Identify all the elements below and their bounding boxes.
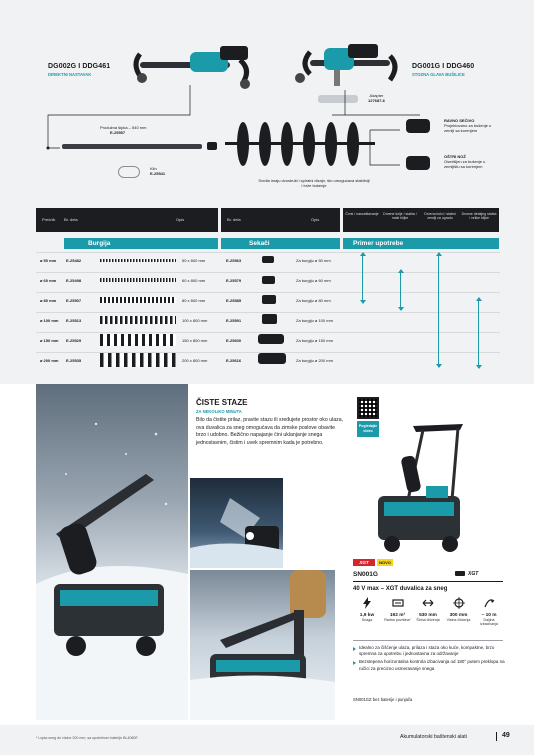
row-drill-desc: 100 x 800 mm <box>182 318 208 323</box>
drill-section-bar: Burgija <box>64 238 218 249</box>
row-cutter-desc: Za burgiju ø 150 mm <box>296 338 333 343</box>
row-diameter: ø 80 mm <box>40 298 57 303</box>
package-text: SN001GZ bez baterije i punjača <box>353 697 413 702</box>
width-icon <box>421 596 435 610</box>
left-model-title: DG002G I DDG461 <box>48 63 111 70</box>
spec-width: 530 mm Širina čišćenja <box>414 596 442 627</box>
usage-arrow-3 <box>438 255 439 365</box>
row-diameter: ø 200 mm <box>40 358 59 363</box>
row-diameter: ø 50 mm <box>40 258 57 263</box>
row-drill-no: E-25535 <box>66 358 82 363</box>
cutter-image <box>262 276 275 284</box>
watch-video-badge[interactable]: Pogledajte video <box>357 421 379 437</box>
area-icon <box>391 596 405 610</box>
cutter-image <box>258 334 284 344</box>
product-title: 40 V max – XGT duvalica za sneg <box>353 586 448 592</box>
drill-bit-image <box>100 353 176 367</box>
row-diameter: ø 60 mm <box>40 278 57 283</box>
cutter-image <box>262 256 274 263</box>
drill-note: Svrdla imaju dvostruki i spiralni dizajn, što omogućava stabilniji i brže bušenje <box>258 178 370 188</box>
drill-bit-image <box>100 259 176 262</box>
row-cutter-desc: Za burgiju ø 60 mm <box>296 278 331 283</box>
snow-blower-person-photo <box>190 570 335 720</box>
extension-label: Produžna šipka – 540 mm E-25557 <box>100 125 147 135</box>
connector-lines <box>0 0 534 200</box>
cutter-section-bar: Sekači <box>221 238 340 249</box>
usage-col-3: Drvena kolci / stabni zemlji za ugradu <box>424 212 456 220</box>
footnote: * Lopta sneg do visine 200 mm, sa upotrebom baterije BL4080F. <box>36 736 139 740</box>
wedge-label: Klin E-25541 <box>150 166 166 176</box>
rod-connector-image <box>207 142 217 150</box>
flat-blade-info: RAVNO SEČIVO Projektovano za bušenje u zemlji sa korenjem <box>444 118 492 133</box>
spec-throw: ~ 10 m Daljina izbacivanja <box>475 596 503 627</box>
cutter-table-header <box>221 208 340 232</box>
snow-title: ČISTE STAZE <box>196 398 248 407</box>
right-model-title: DG001G I DDG460 <box>412 63 475 70</box>
col-cutter-desc: Opis <box>311 217 320 222</box>
sharp-blade-info: OŠTRI NOŽ Osmišljen za bušenje u zemljištu sa korenjem <box>444 154 486 169</box>
product-model: SN001G <box>353 571 378 578</box>
row-cutter-no: E-25579 <box>226 278 242 283</box>
drill-bit-image <box>100 297 176 303</box>
row-drill-no: E-25529 <box>66 338 82 343</box>
row-drill-desc: 60 x 800 mm <box>182 278 206 283</box>
snow-description: Bilo da čistite prilaz, pravite stazu ili sređujete prostor oko ulaza, ova duvalica za sneg omogućava da zimske poslove obavite brzo i udobno. Bežično napajanje čini uklanjanje snega jednostavnim, čistim i uvek spremnim kada je potrebno. <box>196 417 344 446</box>
spec-divider <box>353 640 503 641</box>
footer-separator <box>496 732 497 741</box>
row-drill-desc: 200 x 800 mm <box>182 358 208 363</box>
xgt-badge: XGT <box>353 559 375 566</box>
row-cutter-no: E-25591 <box>226 318 242 323</box>
xgt-logo-text: XGT <box>468 571 479 577</box>
col-cutter-part-no: Br. dela <box>227 217 241 222</box>
usage-section-bar: Primer upotrebe <box>343 238 499 249</box>
spec-height: 300 mm Visina čišćenja <box>445 596 473 627</box>
feature-list <box>353 645 505 672</box>
col-desc: Opis <box>176 217 185 222</box>
spec-power: 1,9 kw Snaga <box>353 596 381 627</box>
feature-item: Bezstepena horizontalna kontrola izbacivanja od 180° putem preklopa na ručici za precizno usmeravanje snega <box>353 659 505 671</box>
usage-col-4: Drvene detaljng stabla / velike biljke <box>461 212 497 220</box>
spec-list <box>353 596 503 627</box>
footer-section: Akumulatorski baštenski alati <box>400 734 467 740</box>
feature-item: Idealno za čišćenje ulaza, prilaza i staza oko kuće, kompaktne, brzo spremna za upotrebu i jednostavna za održavanje <box>353 645 505 657</box>
drill-bit-image <box>100 334 176 346</box>
drill-bit-image <box>100 316 176 324</box>
cutter-image <box>258 353 286 364</box>
row-cutter-desc: Za burgiju ø 200 mm <box>296 358 333 363</box>
parts-table-body <box>36 252 500 370</box>
col-part-no: Br. dela <box>64 217 78 222</box>
usage-table-header <box>343 208 499 232</box>
row-drill-desc: 50 x 800 mm <box>182 258 206 263</box>
novo-badge: NOVO <box>377 559 393 566</box>
snow-blower-product-image <box>368 420 478 555</box>
height-icon <box>452 596 466 610</box>
flat-blade-image <box>406 119 430 133</box>
row-cutter-no: E-25616 <box>226 358 242 363</box>
drill-table-header <box>36 208 218 232</box>
cutter-image <box>262 314 277 324</box>
footer-bar <box>0 725 534 755</box>
snow-blower-night-photo <box>190 478 283 568</box>
package-info <box>353 697 412 702</box>
title-divider <box>353 581 503 582</box>
drill-bit-image <box>100 278 176 282</box>
wedge-pin-image <box>118 166 140 178</box>
row-cutter-no: E-25585 <box>226 298 242 303</box>
snow-blower-photo-large <box>36 384 188 720</box>
row-drill-no: E-25513 <box>66 318 82 323</box>
snow-subtitle: ZA NEKOLIKO MINUTA <box>196 409 242 414</box>
row-drill-no: E-25482 <box>66 258 82 263</box>
usage-arrow-2 <box>400 272 401 308</box>
row-cutter-desc: Za burgiju ø 80 mm <box>296 298 331 303</box>
right-model-subtitle: STOZNA GLAVA BUŠILICE <box>412 72 465 77</box>
row-drill-no: E-25498 <box>66 278 82 283</box>
adapter-label: Adapter 127687-6 <box>368 93 385 103</box>
usage-col-2: Drvene šolje / stabla / male biljke <box>383 212 417 220</box>
row-diameter: ø 100 mm <box>40 318 59 323</box>
row-diameter: ø 150 mm <box>40 338 59 343</box>
extension-rod-image <box>62 144 202 149</box>
usage-col-1: Čvrsi / nasvaštavanje <box>345 212 379 216</box>
snow-intro <box>196 398 346 447</box>
left-model-subtitle: DIREKTNI NASTAVAK <box>48 72 92 77</box>
cutter-image <box>262 295 276 304</box>
spec-area: 192 m³ Radna površina* <box>384 596 412 627</box>
col-diameter: Prečnik <box>42 217 56 222</box>
row-drill-desc: 80 x 800 mm <box>182 298 206 303</box>
sharp-blade-image <box>406 156 430 170</box>
row-drill-no: E-25507 <box>66 298 82 303</box>
auger-bits-illustration <box>225 118 375 170</box>
battery-icon <box>455 571 465 576</box>
usage-arrow-1 <box>362 255 363 301</box>
row-cutter-no: E-25600 <box>226 338 242 343</box>
power-icon <box>360 596 374 610</box>
page-number: 49 <box>502 732 510 739</box>
row-cutter-no: E-25563 <box>226 258 242 263</box>
xgt-logo <box>455 571 478 577</box>
row-cutter-desc: Za burgiju ø 100 mm <box>296 318 333 323</box>
row-cutter-desc: Za burgiju ø 50 mm <box>296 258 331 263</box>
throw-icon <box>482 596 496 610</box>
row-drill-desc: 150 x 800 mm <box>182 338 208 343</box>
usage-arrow-4 <box>478 300 479 366</box>
qr-code-icon[interactable] <box>357 397 379 419</box>
